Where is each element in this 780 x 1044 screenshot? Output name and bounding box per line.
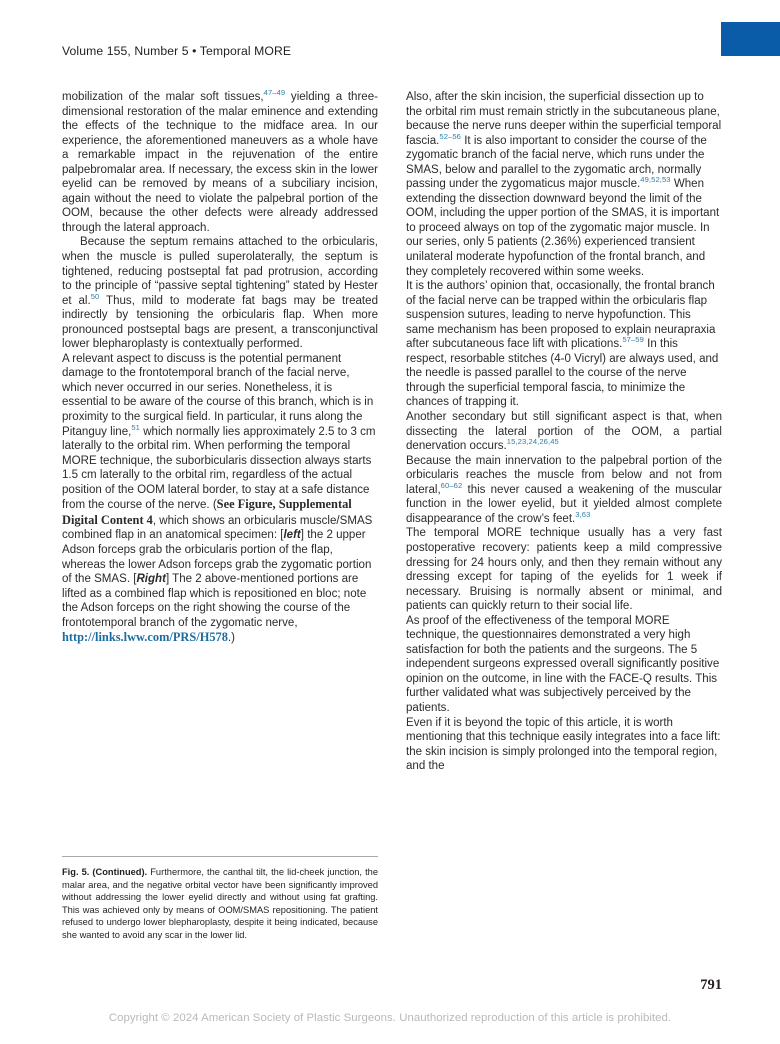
right-paragraph-6: As proof of the effectiveness of the temporal MORE technique, the questionnaires demonstrated a very high satisfaction for both the patients and the surgeons. The 5 independent surgeons expressed overall significantly positive opinion on the outcome, in line with the FACE-Q results. This further validated what was subjectively perceived by the patients. — [406, 614, 720, 714]
left-p3-text-e: ] The 2 above-mentioned portions are lifted as a combined flap which is repositioned en bloc; note the Adson forceps on the right showing the course of the frontotemporal branch of the zygomatic nerve, — [62, 573, 367, 629]
right-paragraph-1 — [406, 90, 722, 279]
figure-caption-label: Fig. 5. (Continued). — [62, 867, 148, 877]
reference-marker[interactable]: 52–56 — [439, 131, 461, 141]
right-p2-text-a: It is the authors’ opinion that, occasionally, the frontal branch of the facial nerve can be trapped within the orbicularis flap suspension sutures, leading to nerve hypofunction. This same mechanism has been proposed to explain neurapraxia after subcutaneous face lift with plications. — [406, 280, 716, 351]
reference-marker[interactable]: 47–49 — [263, 88, 286, 98]
right-p2-text-b: In this respect, resorbable stitches (4-0 Vicryl) are always used, and the needle is passed parallel to the course of the nerve through the superficial temporal fascia, to minimize the chances of trapping it. — [406, 338, 719, 409]
right-paragraph-3 — [406, 410, 722, 454]
left-paragraph-3 — [62, 352, 378, 646]
reference-marker[interactable]: 51 — [131, 422, 140, 432]
right-p1-text-a: Also, after the skin incision, the superficial dissection up to the orbital rim must remain strictly in the subcutaneous plane, because the nerve runs deeper within the superficial temporal fascia. — [406, 91, 722, 147]
left-p3-text-d: ] the 2 upper Adson forceps grab the orbicularis portion of the flap, whereas the lower Adson forceps grab the zygomatic portion of the SMAS. [ — [62, 529, 372, 586]
left-paragraph-2 — [62, 235, 378, 351]
copyright-footer: Copyright © 2024 American Society of Plastic Surgeons. Unauthorized reproduction of this article is prohibited. — [108, 1012, 672, 1024]
right-paragraph-7: Even if it is beyond the topic of this article, it is worth mentioning that this technique easily integrates into a face lift: the skin incision is simply prolonged into the temporal region, and the — [406, 716, 721, 773]
figure-caption — [62, 866, 378, 942]
right-paragraph-2 — [406, 279, 722, 410]
corner-accent-tab — [721, 22, 780, 56]
two-column-body — [62, 90, 722, 970]
reference-marker[interactable]: 3,63 — [575, 510, 591, 520]
figure-panel-right-label: Right — [136, 573, 166, 586]
left-p3-text-c: , which shows an orbicularis muscle/SMAS combined flap in an anatomical specimen: [ — [62, 514, 373, 542]
caption-divider — [62, 856, 378, 857]
right-p1-text-b: It is also important to consider the course of the zygomatic branch of the facial nerve, which runs under the SMAS, below and parallel to the zygomatic arch, normally passing under the zygomaticus major muscle. — [406, 134, 707, 191]
left-p2-text-b: Thus, mild to moderate fat bags may be treated indirectly by tensioning the orbicularis flap. When more pronounced postseptal bags are present, a transconjunctival lower blepharoplasty is contextually performed. — [62, 294, 378, 351]
left-column — [62, 88, 378, 940]
running-head: Volume 155, Number 5 • Temporal MORE — [62, 44, 292, 58]
reference-marker[interactable]: 57–59 — [622, 335, 644, 345]
left-p1-text-a: mobilization of the malar soft tissues, — [62, 91, 264, 103]
reference-marker[interactable]: 50 — [90, 291, 100, 301]
right-p4-text-b: this never caused a weakening of the muscular function in the lower eyelid, but it yielded almost complete disappearance of the crow’s feet. — [406, 483, 722, 525]
right-p4-text-a: Because the main innervation to the palpebral portion of the orbicularis reaches the muscle from below and not from lateral, — [406, 454, 722, 496]
page-number: 791 — [700, 977, 722, 993]
left-paragraph-1 — [62, 90, 378, 235]
reference-marker[interactable]: 15,23,24,26,45 — [506, 437, 559, 447]
left-p3-text-a: A relevant aspect to discuss is the potential permanent damage to the frontotemporal branch of the facial nerve, which never occurred in our series. Nonetheless, it is essential to be aware of the course of this branch, which is in proximity to the surgical field. In particular, it runs along the Pitanguy line, — [62, 352, 374, 438]
right-column — [406, 90, 722, 774]
right-paragraph-5: The temporal MORE technique usually has a very fast postoperative recovery: patients keep a mild compressive dressing for 24 hours only, and then they remain without any dressing except for taping of the eyelids for 1 week if necessary. Bruising is normally absent or minimal, and patients can quickly return to their social life. — [406, 527, 722, 613]
left-p2-text-a: Because the septum remains attached to the orbicularis, when the muscle is pulled superolaterally, the septum is tightened, reducing postseptal fat pad protrusion, according to the principle of “passive septal tightening” stated by Hester et al. — [62, 236, 378, 307]
supplemental-content-link[interactable]: http://links.lww.com/PRS/H578 — [62, 630, 228, 645]
figure-panel-left-label: left — [283, 529, 301, 542]
figure-caption-text: Furthermore, the canthal tilt, the lid-cheek junction, the malar area, and the negative orbital vector have been significantly improved without addressing the lower eyelid directly and without using fat grafting. This was achieved only by means of OOM/SMAS repositioning. The patient refused to undergo lower blepharoplasty, despite it being indicated, because she wanted to avoid any scar in the lower lid. — [62, 867, 378, 940]
right-p1-text-c: When extending the dissection downward beyond the limit of the OOM, including the upper portion of the SMAS, it is important to proceed always on top of the zygomatic major muscle. In our series, only 5 patients (2.36%) experienced transient unilateral moderate hypofunction of the frontal branch, and they completely recovered within some weeks. — [406, 178, 720, 278]
left-p1-text-b: yielding a three-dimensional restoration of the malar eminence and extending the effects of the technique to the midface area. In our experience, the aforementioned maneuvers as a whole have a remarkable impact in the rejuvenation of the entire palpebromalar area. If necessary, the excess skin in the lower eyelid can be removed by means of a subciliary incision, again without the need to violate the palpebral portion of the OOM, because the other defects were already addressed through the lateral approach. — [62, 91, 378, 234]
supplemental-digital-content-label: See Figure, Supplemental Digital Content 4 — [62, 497, 352, 527]
left-p3-text-b: which normally lies approximately 2.5 to 3 cm laterally to the orbital rim. When performing the temporal MORE technique, the suborbicularis dissection always starts 1.5 cm laterally to the orbital rim, regardless of the actual position of the OOM lateral border, to stay at a safe distance from the course of the nerve. ( — [62, 425, 376, 512]
right-paragraph-4 — [406, 454, 722, 527]
right-p3-text-a: Another secondary but still significant aspect is that, when dissecting the lateral portion of the OOM, a partial denervation occurs. — [406, 411, 722, 453]
left-p3-text-f: .) — [227, 632, 235, 645]
reference-marker[interactable]: 49,52,53 — [640, 175, 671, 185]
reference-marker[interactable]: 60–62 — [440, 480, 463, 490]
